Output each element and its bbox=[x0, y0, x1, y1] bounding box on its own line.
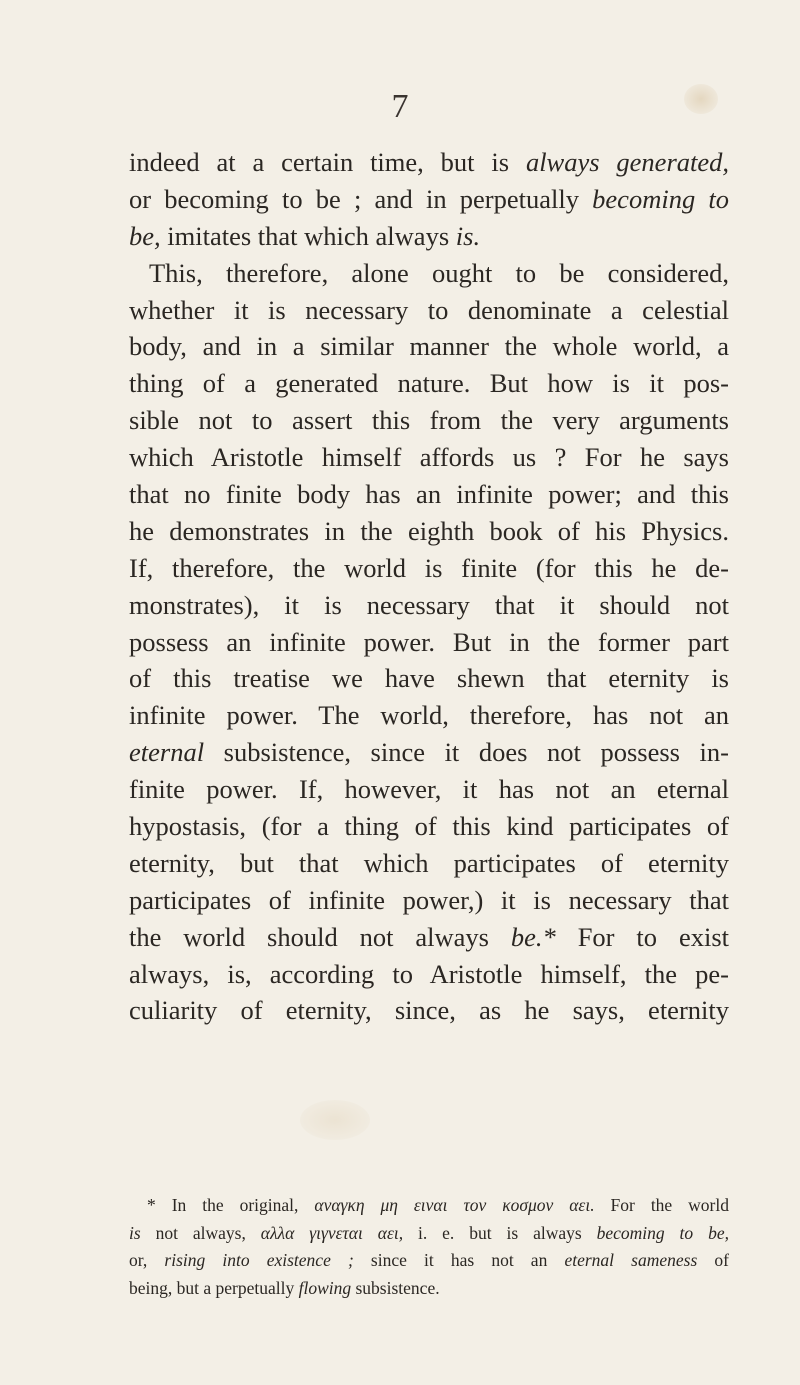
body-text: monstrates), it is necessary that it should not bbox=[129, 589, 729, 620]
footnote-line bbox=[129, 1275, 729, 1303]
body-line bbox=[129, 660, 729, 697]
footnote-text: of bbox=[697, 1250, 729, 1270]
body-text: participates of infinite power,) it is necessary that bbox=[129, 884, 729, 915]
footnote-text: subsistence. bbox=[351, 1277, 440, 1298]
footnote-italic-text: eternal sameness bbox=[564, 1250, 698, 1270]
body-italic-text: is. bbox=[455, 220, 481, 251]
body-line bbox=[129, 218, 729, 255]
body-line bbox=[129, 734, 729, 771]
body-line bbox=[129, 882, 729, 919]
body-line bbox=[129, 771, 729, 808]
body-text: body, and in a similar manner the whole world, a bbox=[129, 331, 729, 362]
paper-stain bbox=[300, 1100, 370, 1140]
body-italic-text: be.* bbox=[510, 921, 556, 952]
footnote-line bbox=[129, 1220, 729, 1248]
body-text: For to exist bbox=[555, 921, 729, 952]
body-italic-text: be, bbox=[129, 220, 161, 251]
footnote-text: * In the original, bbox=[147, 1195, 315, 1215]
footnote-text: or, bbox=[129, 1250, 165, 1270]
body-line bbox=[129, 255, 729, 292]
body-text: which Aristotle himself affords us ? For he says bbox=[129, 442, 729, 473]
body-text: subsistence, since it does not possess in- bbox=[204, 737, 729, 768]
footnote-italic-text: becoming to be, bbox=[596, 1222, 729, 1243]
footnote-italic-text: is bbox=[129, 1222, 141, 1243]
body-italic-text: eternal bbox=[129, 737, 205, 768]
body-italic-text: becoming to bbox=[592, 183, 729, 214]
body-text: indeed at a certain time, but is bbox=[129, 147, 526, 177]
body-text: that no finite body has an infinite power; and this bbox=[129, 479, 729, 510]
body-line bbox=[129, 550, 729, 587]
footnote-text: i. e. but is always bbox=[403, 1222, 597, 1243]
body-line bbox=[129, 402, 729, 439]
body-text: sible not to assert this from the very arguments bbox=[129, 405, 729, 436]
body-text: of this treatise we have shewn that eternity is bbox=[129, 663, 729, 694]
body-line bbox=[129, 845, 729, 882]
body-text: If, therefore, the world is finite (for this he de- bbox=[129, 552, 729, 583]
body-line bbox=[129, 587, 729, 624]
body-line bbox=[129, 697, 729, 734]
body-italic-text: always generated, bbox=[525, 147, 730, 177]
body-line bbox=[129, 365, 729, 402]
body-text: culiarity of eternity, since, as he says, eternity bbox=[129, 995, 729, 1026]
footnote-text: being, but a perpetually bbox=[129, 1277, 299, 1298]
body-line bbox=[129, 808, 729, 845]
body-line bbox=[129, 476, 729, 513]
body-line bbox=[129, 328, 729, 365]
body-line bbox=[129, 292, 729, 329]
body-line bbox=[129, 144, 729, 181]
footnote bbox=[129, 1192, 729, 1302]
footnote-text: not always, bbox=[140, 1222, 261, 1243]
body-line bbox=[129, 624, 729, 661]
body-text: infinite power. The world, therefore, has not an bbox=[129, 700, 729, 731]
body-line bbox=[129, 181, 729, 218]
body-text: whether it is necessary to denominate a celestial bbox=[129, 294, 729, 325]
footnote-italic-text: rising into existence ; bbox=[164, 1250, 354, 1270]
body-line bbox=[129, 956, 729, 993]
body-text: always, is, according to Aristotle himself, the pe- bbox=[129, 958, 729, 989]
body-text: or becoming to be ; and in perpetually bbox=[129, 183, 593, 214]
footnote-italic-text: αναγκη μη ειναι τον κοσμον αει. bbox=[314, 1195, 595, 1215]
footnote-text: For the world bbox=[594, 1195, 729, 1215]
body-text: he demonstrates in the eighth book of his Physics. bbox=[129, 515, 729, 546]
body-text: This, therefore, alone ought to be considered, bbox=[149, 257, 729, 288]
body-text: finite power. If, however, it has not an eternal bbox=[129, 774, 729, 805]
body-line bbox=[129, 513, 729, 550]
body-text: thing of a generated nature. But how is it pos- bbox=[129, 368, 729, 399]
body-text: imitates that which always bbox=[160, 220, 456, 251]
body-text: possess an infinite power. But in the former part bbox=[129, 626, 729, 657]
body-text: eternity, but that which participates of eternity bbox=[129, 847, 729, 878]
body-paragraph bbox=[129, 144, 729, 1029]
body-line bbox=[129, 919, 729, 956]
body-text: hypostasis, (for a thing of this kind participates of bbox=[129, 811, 729, 842]
footnote-italic-text: flowing bbox=[298, 1277, 352, 1298]
footnote-line bbox=[129, 1247, 729, 1275]
footnote-italic-text: αλλα γιγνεται αει, bbox=[260, 1222, 404, 1243]
footnote-line bbox=[129, 1192, 729, 1220]
body-line bbox=[129, 992, 729, 1029]
footnote-text: since it has not an bbox=[353, 1250, 565, 1270]
page-number: 7 bbox=[391, 88, 409, 125]
body-line bbox=[129, 439, 729, 476]
body-text: the world should not always bbox=[129, 921, 511, 952]
